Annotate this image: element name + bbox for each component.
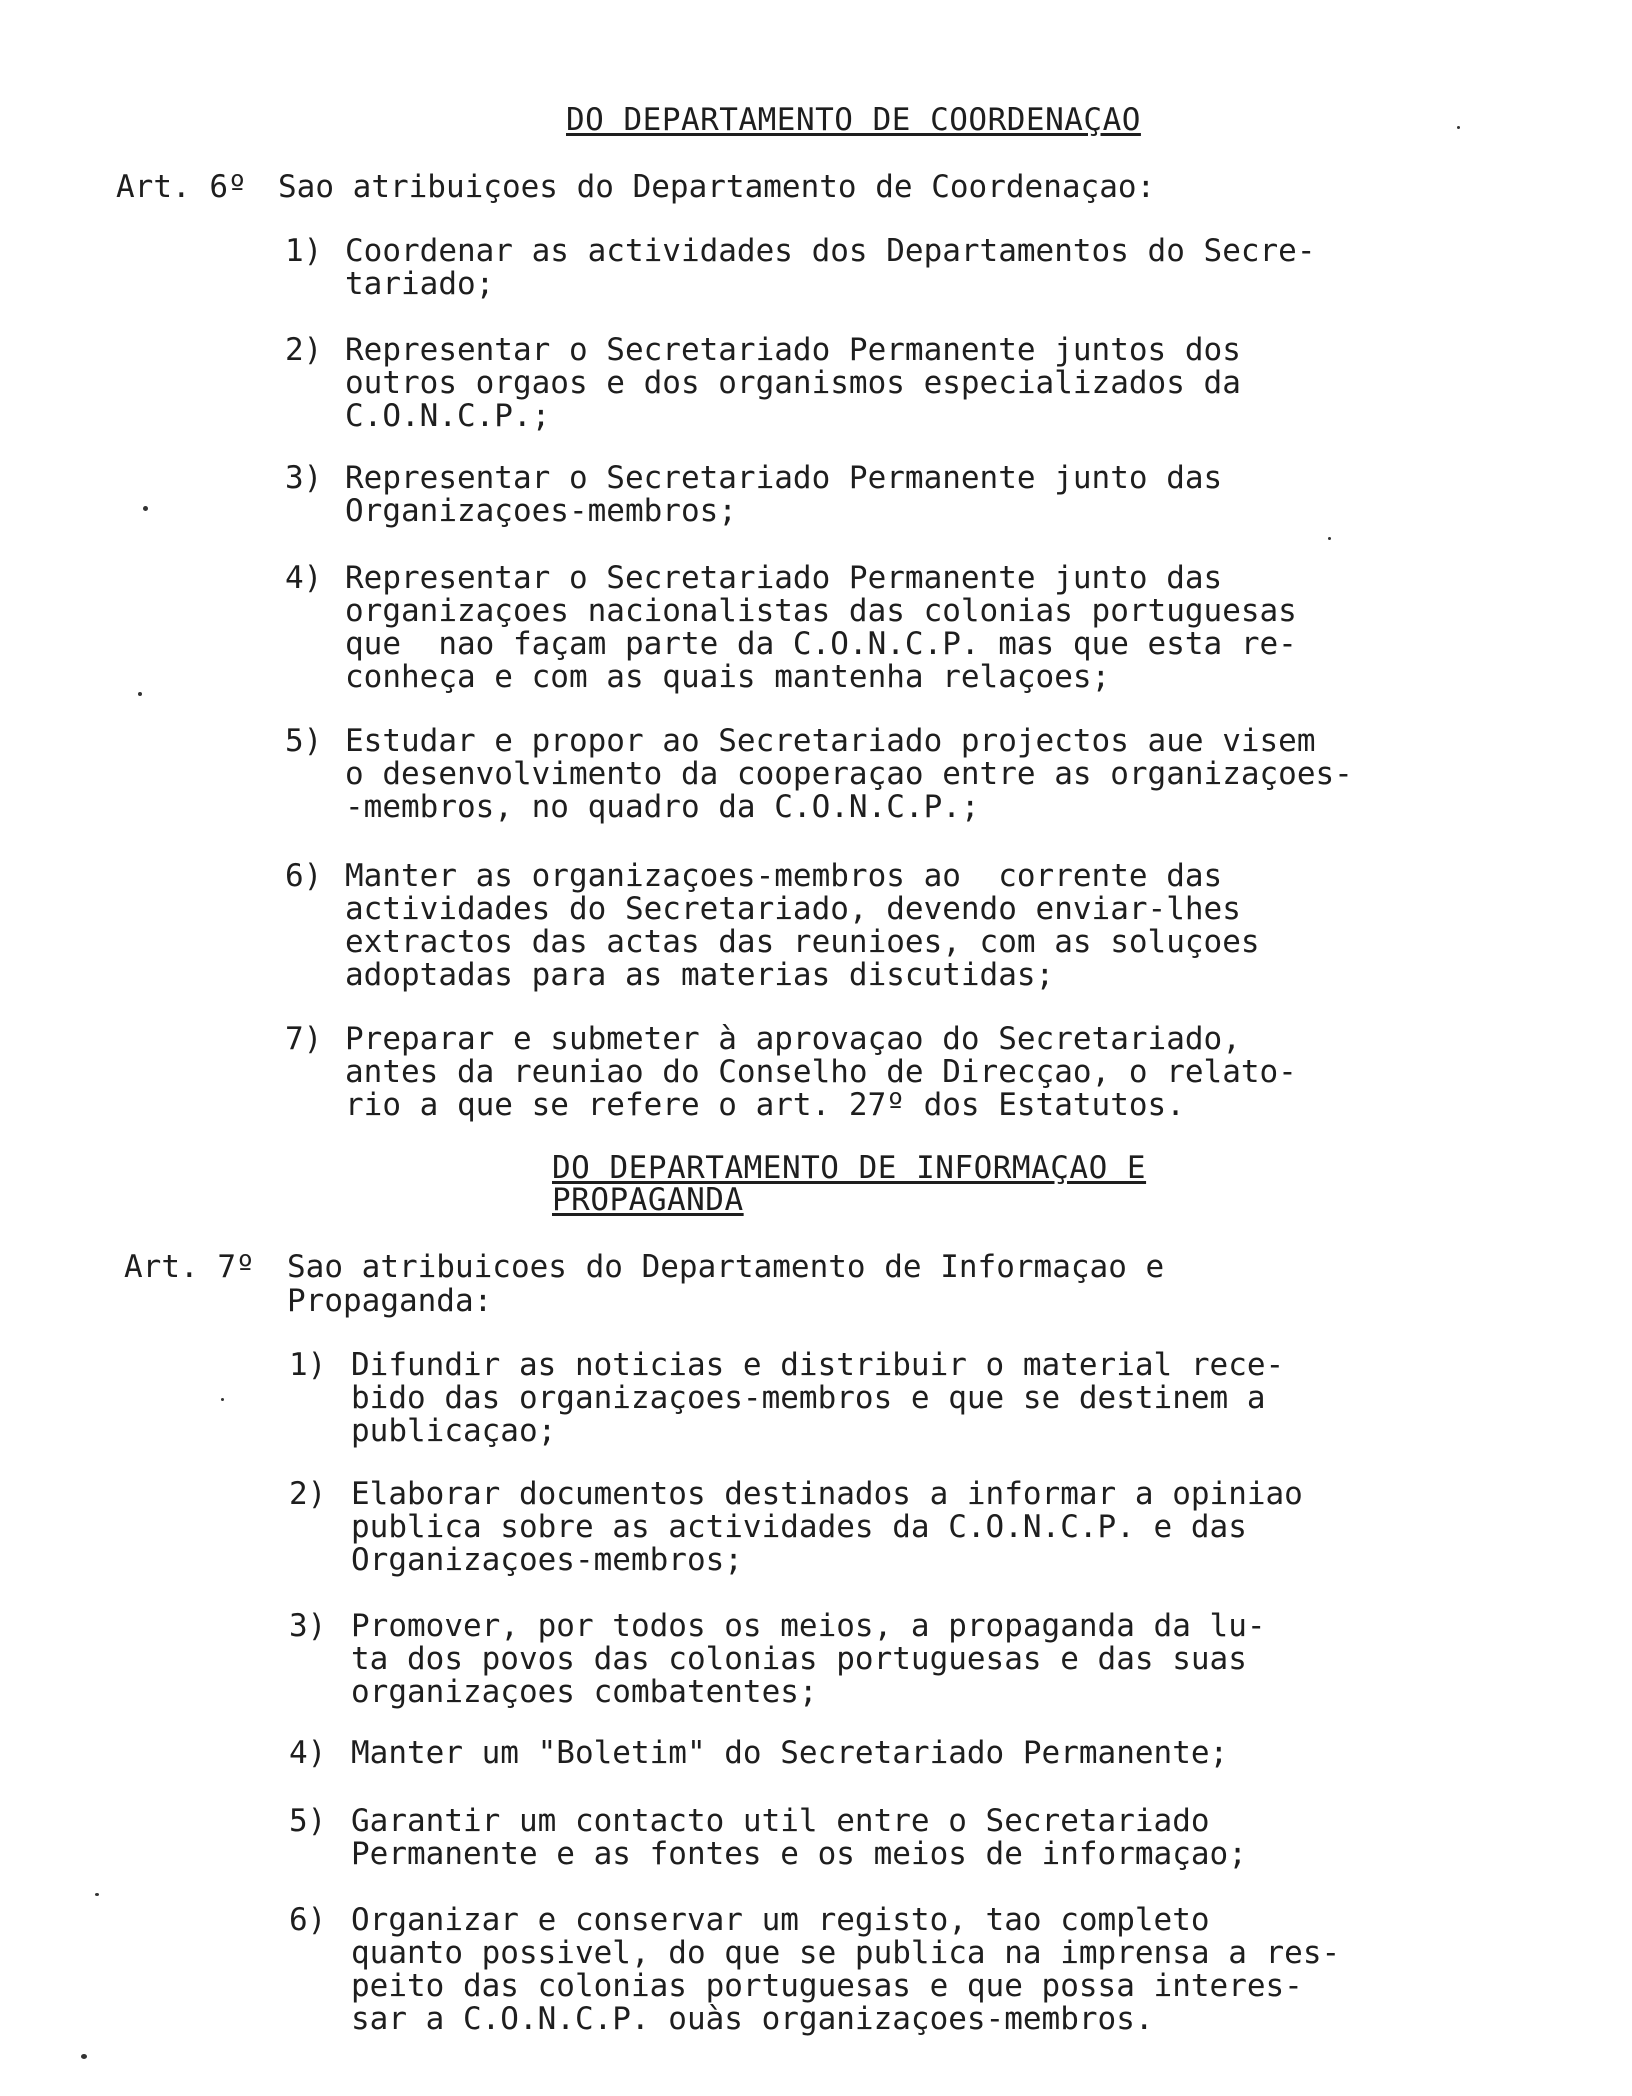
item-text: Preparar e submeter à aprovaçao do Secretariado, antes da reuniao do Conselho de Direcçao, o relato- rio a que se refere o art. 27º dos Estatutos. xyxy=(345,1021,1297,1123)
article-7-text: Sao atribuicoes do Departamento de Informaçao e Propaganda: xyxy=(287,1249,1165,1319)
item-text: Elaborar documentos destinados a informar a opiniao publica sobre as actividades da C.O.N.C.P. e das Organizaçoes-membros; xyxy=(351,1476,1303,1578)
item-number: 2) xyxy=(285,332,323,368)
item-number: 3) xyxy=(289,1608,327,1644)
item-text: Difundir as noticias e distribuir o material rece- bido das organizaçoes-membros e que se destinem a publicaçao; xyxy=(351,1347,1285,1449)
item-number: 5) xyxy=(285,723,323,759)
item-number: 7) xyxy=(285,1021,323,1057)
scan-speck xyxy=(221,1398,224,1401)
item-text: Garantir um contacto util entre o Secretariado Permanente e as fontes e os meios de informaçao; xyxy=(351,1803,1247,1872)
article-7-label: Art. 7º xyxy=(124,1249,255,1285)
item-number: 4) xyxy=(285,560,323,596)
scan-speck xyxy=(1457,126,1460,129)
section-heading-informacao: DO DEPARTAMENTO DE INFORMAÇAO E PROPAGANDA xyxy=(552,1150,1147,1218)
section-heading-coordenacao: DO DEPARTAMENTO DE COORDENAÇAO xyxy=(566,102,1141,138)
item-text: Manter um "Boletim" do Secretariado Permanente; xyxy=(351,1735,1229,1771)
item-text: Manter as organizaçoes-membros ao corrente das actividades do Secretariado, devendo enviar-lhes extractos das actas das reunioes, com as soluçoes adoptadas para as materias discutidas; xyxy=(345,858,1260,993)
item-text: Representar o Secretariado Permanente junto das organizaçoes nacionalistas das colonias portuguesas que nao façam parte da C.O.N.C.P. mas que esta re- conheça e com as quais mantenha relaçoes; xyxy=(345,560,1297,695)
item-number: 1) xyxy=(285,233,323,269)
item-text: Estudar e propor ao Secretariado projectos aue visem o desenvolvimento da cooperaçao entre as organizaçoes- -membros, no quadro da C.O.N.C.P.; xyxy=(345,723,1353,825)
item-number: 3) xyxy=(285,460,323,496)
item-number: 5) xyxy=(289,1803,327,1839)
scan-speck xyxy=(143,506,148,511)
article-6-text: Sao atribuiçoes do Departamento de Coordenaçao: xyxy=(278,169,1156,205)
item-number: 2) xyxy=(289,1476,327,1512)
scan-speck xyxy=(138,692,142,696)
item-text: Promover, por todos os meios, a propaganda da lu- ta dos povos das colonias portuguesas e das suas organizaçoes combatentes; xyxy=(351,1608,1266,1710)
item-number: 1) xyxy=(289,1347,327,1383)
item-text: Representar o Secretariado Permanente juntos dos outros orgaos e dos organismos especializados da C.O.N.C.P.; xyxy=(345,332,1241,434)
item-text: Organizar e conservar um registo, tao completo quanto possivel, do que se publica na imprensa a res- peito das colonias portuguesas e que possa interes- sar a C.O.N.C.P. ouàs organizaçoes-membros. xyxy=(351,1902,1341,2037)
item-number: 4) xyxy=(289,1735,327,1771)
scan-speck xyxy=(95,1893,99,1896)
scan-speck xyxy=(1328,537,1331,540)
item-text: Coordenar as actividades dos Departamentos do Secre- tariado; xyxy=(345,233,1316,302)
scan-speck xyxy=(81,2054,87,2059)
item-text: Representar o Secretariado Permanente junto das Organizaçoes-membros; xyxy=(345,460,1223,529)
item-number: 6) xyxy=(285,858,323,894)
article-6-label: Art. 6º xyxy=(116,169,247,205)
item-number: 6) xyxy=(289,1902,327,1938)
